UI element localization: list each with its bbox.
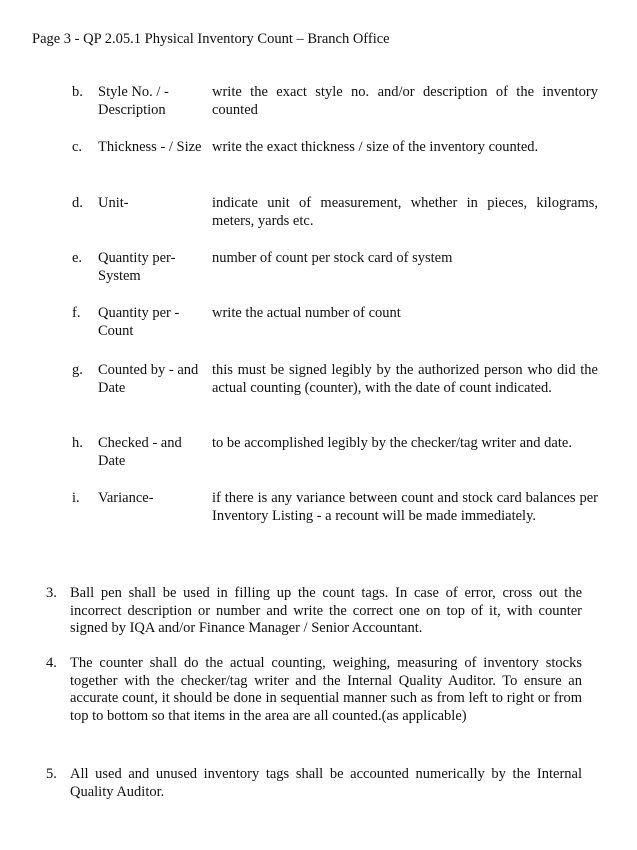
definition-letter: h.	[72, 435, 83, 451]
item-number: 3.	[46, 585, 57, 601]
definition-description: this must be signed legibly by the authorized person who did the actual counting (counter), with the date of count indicated.	[212, 362, 598, 396]
definition-letter: d.	[72, 195, 83, 211]
definition-letter: b.	[72, 84, 83, 100]
definition-description: to be accomplished legibly by the checker/tag writer and date.	[212, 435, 572, 451]
definition-letter: i.	[72, 490, 80, 506]
definition-term: Style No. / - Description	[98, 84, 169, 118]
definition-description: indicate unit of measurement, whether in pieces, kilograms, meters, yards etc.	[212, 195, 598, 229]
definition-term: Thickness - / Size	[98, 139, 202, 155]
definition-description: write the exact style no. and/or description of the inventory counted	[212, 84, 598, 118]
definition-term: Quantity per- System	[98, 250, 176, 284]
definition-term: Quantity per - Count	[98, 305, 180, 339]
definition-letter: f.	[72, 305, 81, 321]
definition-term: Unit-	[98, 195, 129, 211]
definition-description: number of count per stock card of system	[212, 250, 453, 266]
definition-description: write the exact thickness / size of the inventory counted.	[212, 139, 539, 155]
definition-term: Variance-	[98, 490, 154, 506]
item-text: The counter shall do the actual counting, weighing, measuring of inventory stocks together with the checker/tag writer and the Internal Quality Auditor. To ensure an accurate count, it should be done in sequential manner such as from left to right or from top to bottom so that items in the area are all counted.(as applicable)	[70, 655, 582, 724]
definition-term: Counted by - and Date	[98, 362, 199, 396]
definition-letter: c.	[72, 139, 83, 155]
definition-description: write the actual number of count	[212, 305, 401, 321]
page-header: Page 3 - QP 2.05.1 Physical Inventory Count – Branch Office	[32, 31, 390, 47]
item-number: 5.	[46, 766, 57, 782]
definition-letter: e.	[72, 250, 83, 266]
item-number: 4.	[46, 655, 57, 671]
definition-description: if there is any variance between count and stock card balances per Inventory Listing - a recount will be made immediately.	[212, 490, 598, 524]
definition-term: Checked - and Date	[98, 435, 182, 469]
item-text: All used and unused inventory tags shall be accounted numerically by the Internal Quality Auditor.	[70, 766, 582, 800]
item-text: Ball pen shall be used in filling up the count tags. In case of error, cross out the incorrect description or number and write the correct one on top of it, with counter signed by IQA and/or Finance Manager / Senior Accountant.	[70, 585, 582, 636]
definition-letter: g.	[72, 362, 83, 378]
